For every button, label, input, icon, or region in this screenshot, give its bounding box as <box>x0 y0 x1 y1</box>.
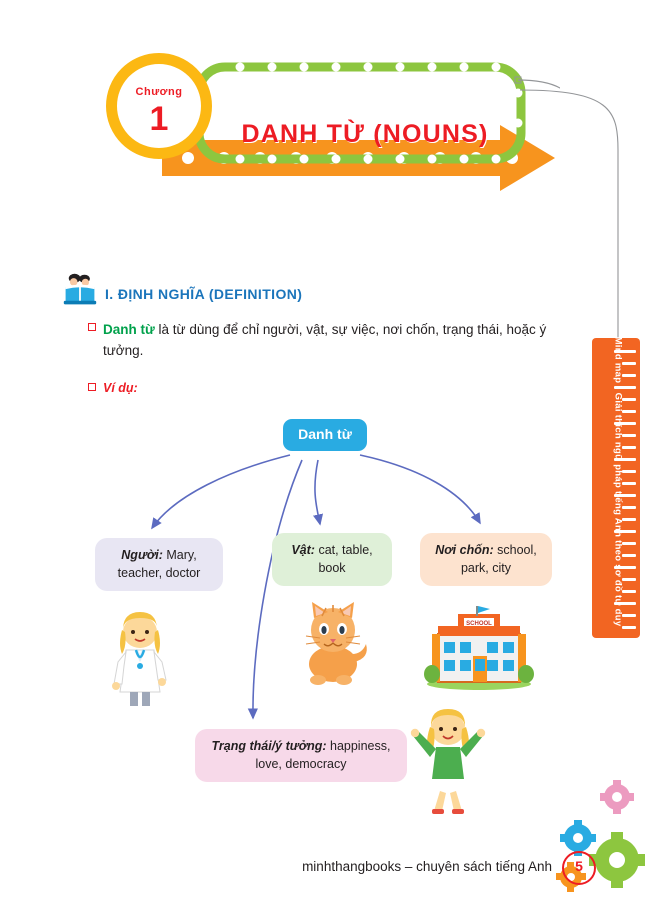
svg-text:SCHOOL: SCHOOL <box>466 621 492 627</box>
mindmap-node-thing-value: cat, table, book <box>314 543 373 575</box>
mindmap-node-thing-label: Vật: <box>291 543 315 557</box>
definition-keyword: Danh từ <box>103 322 155 337</box>
page-number-badge: 5 <box>562 851 596 885</box>
mindmap-node-place-label: Nơi chốn: <box>435 543 494 557</box>
chapter-title: DANH TỪ (NOUNS) <box>241 120 489 148</box>
mindmap-node-place <box>420 533 552 586</box>
chapter-number: 1 <box>149 100 169 138</box>
mindmap-node-state-value: happiness, love, democracy <box>255 739 391 771</box>
cat-illustration <box>292 600 374 686</box>
definition-paragraph <box>103 320 573 362</box>
mindmap-node-thing <box>272 533 392 586</box>
side-tab <box>592 338 640 638</box>
chapter-banner <box>100 45 560 240</box>
book-icon <box>62 272 98 308</box>
mindmap-root-node: Danh từ <box>283 419 367 451</box>
mindmap-node-person-value: Mary, teacher, doctor <box>117 548 201 580</box>
chapter-badge <box>106 53 212 159</box>
side-tab-text: Mind map - Giải thích ngữ pháp tiếng Anh theo sơ đồ tư duy <box>612 336 624 627</box>
footer-text: minhthangbooks – chuyên sách tiếng Anh <box>302 859 552 874</box>
chapter-word: Chương <box>135 86 183 98</box>
mindmap-node-place-value: school, park, city <box>460 543 537 575</box>
doctor-girl-illustration <box>100 610 180 710</box>
bullet-square-example <box>88 383 96 391</box>
gears-decoration <box>545 780 650 892</box>
definition-rest: là từ dùng để chỉ người, vật, sự việc, nơi chốn, trạng thái, hoặc ý tưởng. <box>103 322 547 358</box>
bullet-square-definition <box>88 323 96 331</box>
mindmap-node-person <box>95 538 223 591</box>
example-label: Ví dụ: <box>103 381 138 395</box>
mindmap-node-person-label: Người: <box>121 548 163 562</box>
section-heading: I. ĐỊNH NGHĨA (DEFINITION) <box>105 286 303 302</box>
school-illustration <box>424 604 534 690</box>
mindmap-node-state-label: Trạng thái/ý tưởng: <box>211 739 327 753</box>
happy-girl-illustration <box>410 705 486 815</box>
mindmap-node-state <box>195 729 407 782</box>
